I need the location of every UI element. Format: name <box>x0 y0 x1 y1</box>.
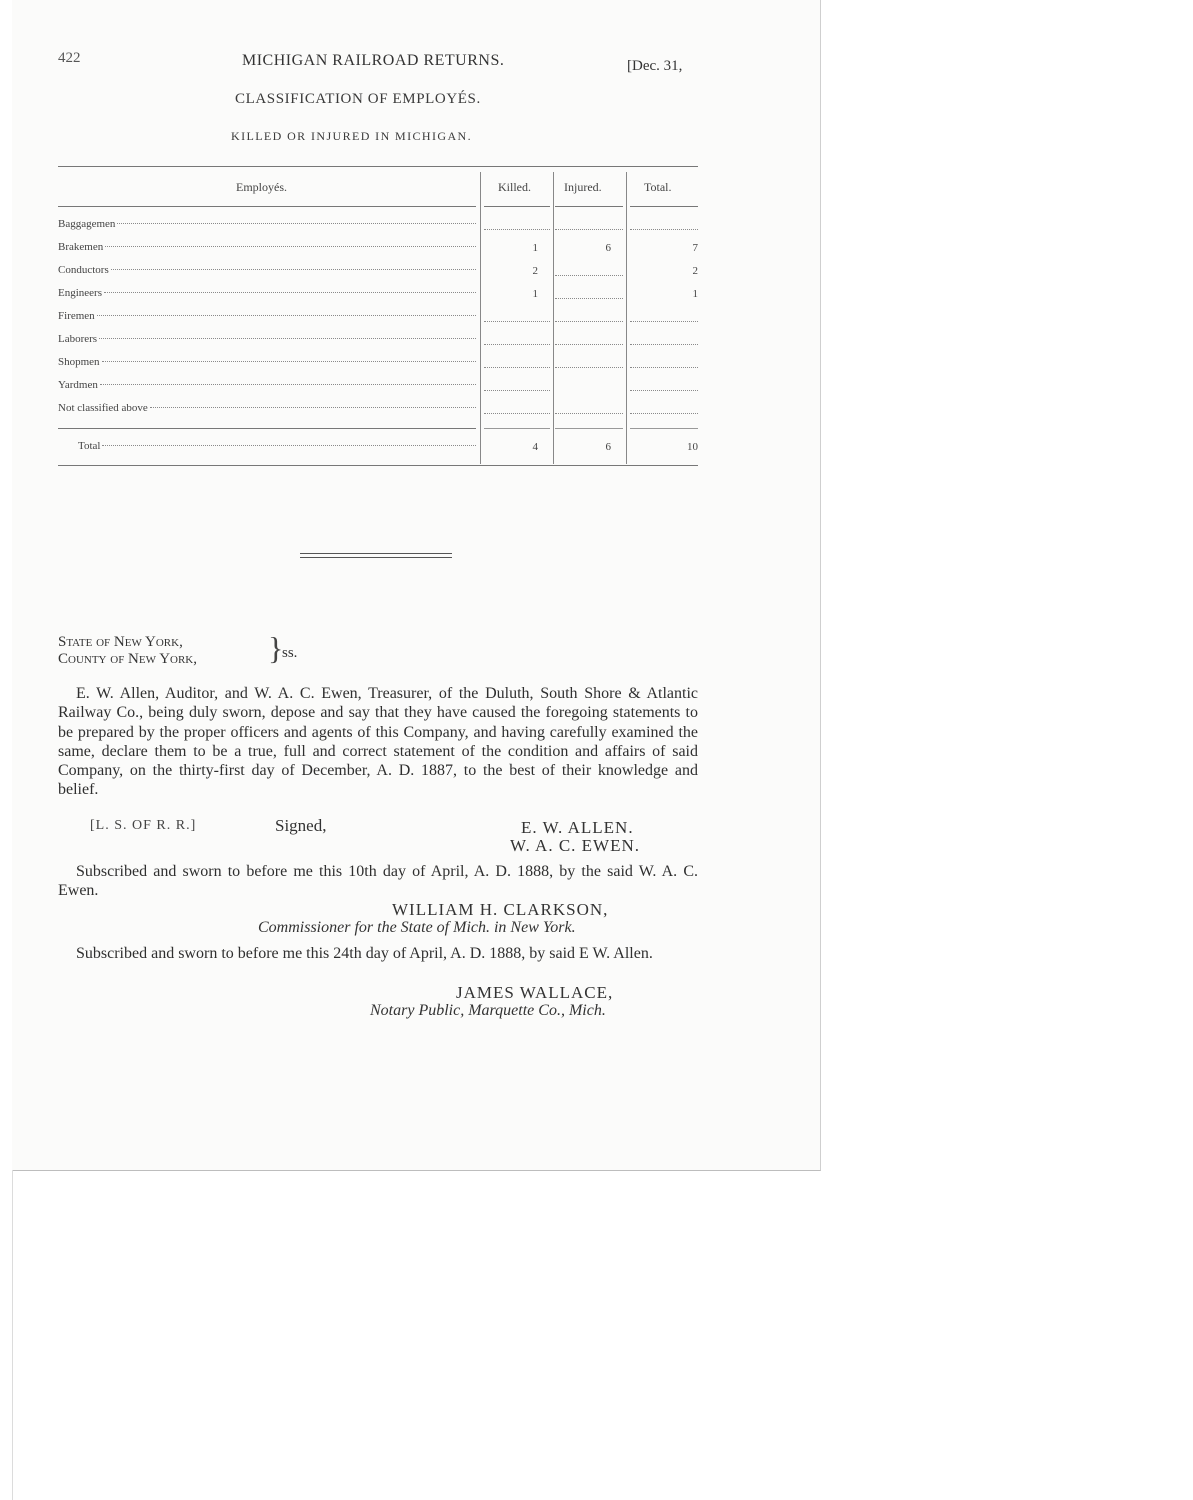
cell-killed <box>484 310 550 324</box>
cell-injured <box>555 402 623 416</box>
signed-label: Signed, <box>275 816 327 835</box>
total-killed: 4 <box>532 441 538 453</box>
official-wallace-title: Notary Public, Marquette Co., Mich. <box>370 1002 606 1019</box>
row-label: Conductors <box>58 264 109 276</box>
signer-ewen: W. A. C. EWEN. <box>510 836 641 855</box>
row-label: Not classified above <box>58 402 148 414</box>
table-bottom-rule <box>58 465 698 466</box>
cell-total <box>630 218 698 232</box>
cell-injured <box>555 333 623 347</box>
row-label: Engineers <box>58 287 102 299</box>
divider-rule <box>300 557 452 558</box>
cell-total <box>630 379 698 393</box>
cell-killed <box>484 379 550 393</box>
total-rule <box>484 428 550 429</box>
official-clarkson-title: Commissioner for the State of Mich. in New York. <box>258 919 576 936</box>
employee-casualty-table <box>58 166 698 466</box>
venue-ss: ss. <box>282 645 298 661</box>
cell-killed <box>484 218 550 232</box>
page-edge <box>12 1170 13 1500</box>
table-row <box>58 310 698 330</box>
table-row <box>58 218 698 238</box>
cell-killed <box>484 402 550 416</box>
cell-killed <box>484 356 550 370</box>
column-header-total: Total. <box>644 180 672 194</box>
total-rule <box>555 428 623 429</box>
column-header-killed: Killed. <box>498 180 531 194</box>
page-date: [Dec. 31, <box>627 58 683 74</box>
venue-county: County of New York, <box>58 651 197 667</box>
cell-total <box>630 310 698 324</box>
total-label: Total <box>78 440 101 452</box>
page-title: MICHIGAN RAILROAD RETURNS. <box>242 52 505 69</box>
cell-injured <box>555 356 623 370</box>
cell-killed: 2 <box>532 265 538 277</box>
cell-total <box>630 333 698 347</box>
header-rule <box>630 206 698 207</box>
total-total: 10 <box>687 441 698 453</box>
signer-allen: E. W. ALLEN. <box>521 818 634 837</box>
jurat-ewen <box>58 862 698 901</box>
table-row <box>58 264 698 284</box>
total-rule <box>58 428 476 429</box>
cell-total <box>630 356 698 370</box>
cell-killed: 1 <box>532 242 538 254</box>
cell-total <box>630 402 698 416</box>
official-clarkson-name: WILLIAM H. CLARKSON, <box>392 900 609 919</box>
row-label: Shopmen <box>58 356 100 368</box>
brace: } <box>268 630 284 666</box>
section-subheading: KILLED OR INJURED IN MICHIGAN. <box>231 129 472 143</box>
table-top-rule <box>58 166 698 167</box>
affidavit-body <box>58 684 698 800</box>
cell-killed: 1 <box>532 288 538 300</box>
cell-total: 7 <box>692 242 698 254</box>
table-row <box>58 333 698 353</box>
total-injured: 6 <box>605 441 611 453</box>
affidavit-text: E. W. Allen, Auditor, and W. A. C. Ewen, Treasurer, of the Duluth, South Shore & Atlantic Railway Co., being duly sworn, depose and say that they have caused the foregoing statements to be prepared by the proper officers and agents of this Company, and having carefully examined the same, declare them to be a true, full and correct statement of the condition and affairs of said Company, on the thirty-first day of December, A. D. 1887, to the best of their knowledge and belief. <box>58 685 698 799</box>
total-row <box>58 440 698 460</box>
row-label: Laborers <box>58 333 98 345</box>
divider-rule <box>300 553 452 554</box>
total-rule <box>630 428 698 429</box>
table-row <box>58 379 698 399</box>
column-header-employes: Employés. <box>236 180 287 194</box>
cell-total: 1 <box>692 288 698 300</box>
cell-injured <box>555 379 623 393</box>
header-rule <box>58 206 476 207</box>
cell-injured <box>555 218 623 232</box>
cell-injured <box>555 264 623 278</box>
table-row <box>58 287 698 307</box>
row-label: Baggagemen <box>58 218 116 230</box>
venue-block <box>58 634 197 668</box>
row-label: Firemen <box>58 310 95 322</box>
row-label: Brakemen <box>58 241 104 253</box>
venue-state: State of New York, <box>58 634 183 650</box>
table-row <box>58 402 698 422</box>
cell-injured <box>555 310 623 324</box>
official-wallace-name: JAMES WALLACE, <box>456 983 614 1002</box>
cell-injured: 6 <box>605 242 611 254</box>
table-row <box>58 241 698 261</box>
jurat-ewen-text: Subscribed and sworn to before me this 10th day of April, A. D. 1888, by the said W. A. C. Ewen. <box>58 863 698 900</box>
table-row <box>58 356 698 376</box>
header-rule <box>484 206 550 207</box>
jurat-allen <box>58 944 698 963</box>
jurat-allen-text: Subscribed and sworn to before me this 24th day of April, A. D. 1888, by said E W. Allen. <box>76 945 653 962</box>
cell-total: 2 <box>692 265 698 277</box>
header-rule <box>555 206 623 207</box>
seal-text: [L. S. OF R. R.] <box>90 818 197 833</box>
cell-injured <box>555 287 623 301</box>
cell-killed <box>484 333 550 347</box>
column-header-injured: Injured. <box>564 180 602 194</box>
section-title: CLASSIFICATION OF EMPLOYÉS. <box>235 91 481 107</box>
page-number: 422 <box>58 50 81 66</box>
row-label: Yardmen <box>58 379 98 391</box>
